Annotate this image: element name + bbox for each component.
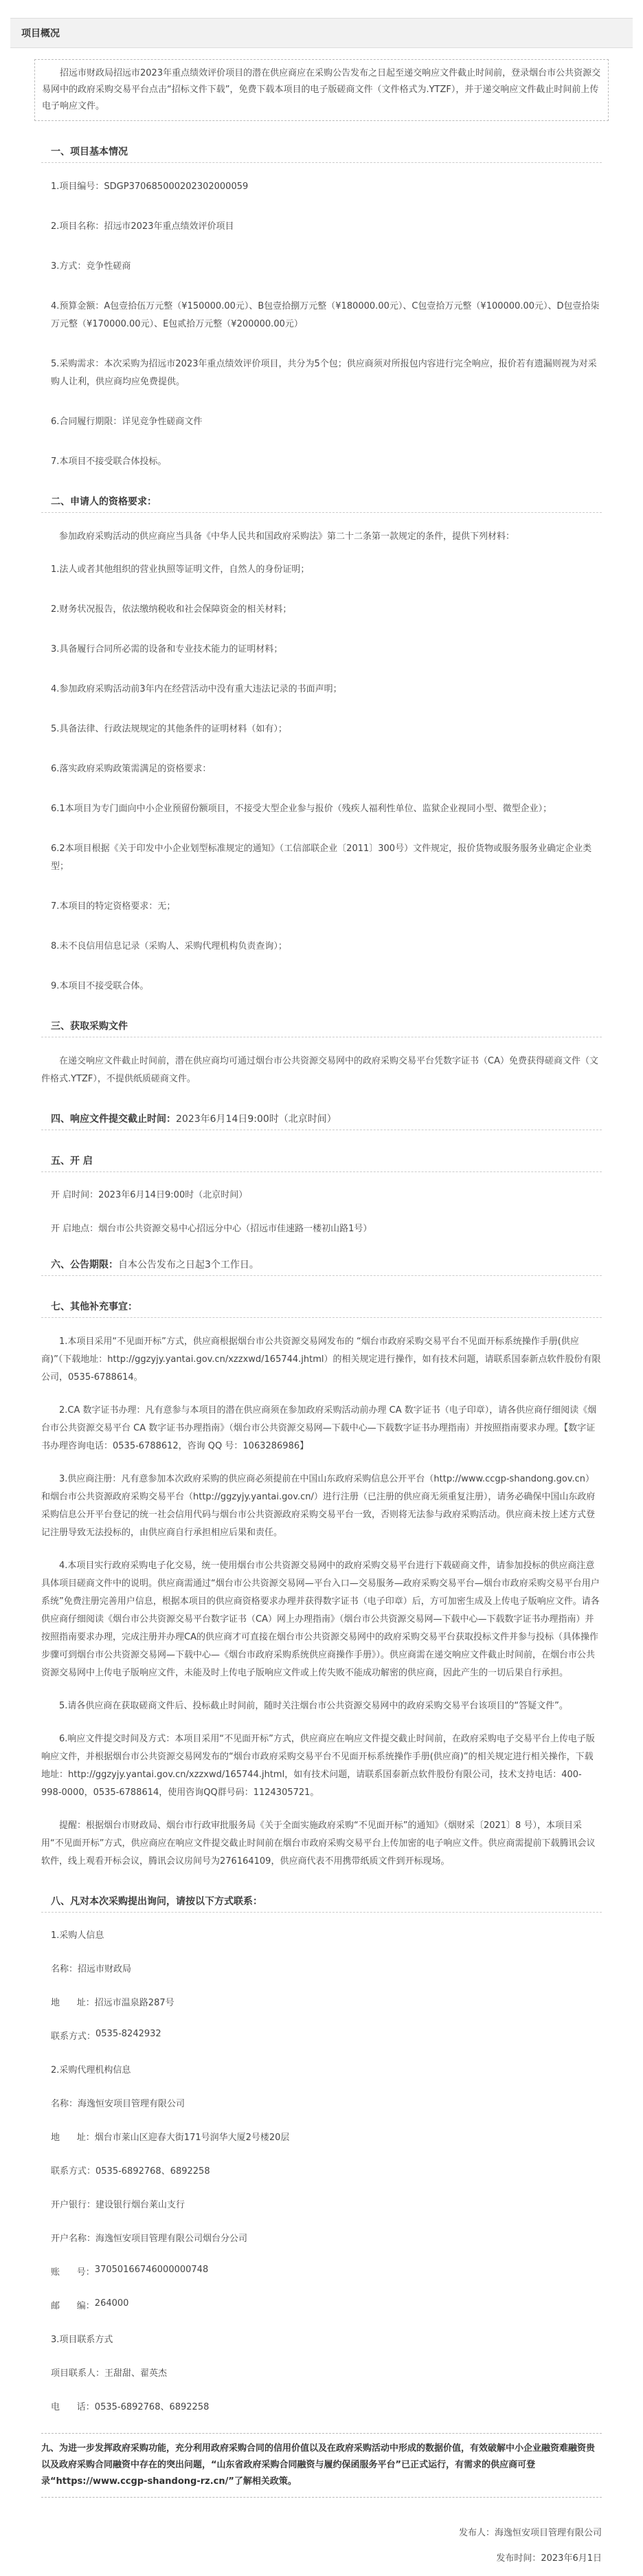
- agent-account-number: 账 号： 37050166746000000748: [51, 2265, 209, 2278]
- project-contact-person: 项目联系人： 王甜甜、翟英杰: [51, 2368, 168, 2379]
- section-divider: [41, 1317, 602, 1318]
- agent-bank: 开户银行： 建设银行烟台莱山支行: [51, 2200, 185, 2210]
- section-divider: [41, 1275, 602, 1276]
- section-title-obtain: 三、获取采购文件: [51, 1021, 128, 1032]
- financing-note: 九、为进一步发挥政府采购功能，充分利用政府采购合同的信用价值以及在政府采购活动中形成的数据价值，有效破解中小企业融资难融资贵以及政府采购合同融资中存在的突出问题，“山东省政府采购合同融资与履约保函服务平台”已正式运行，有需求的供应商可登录“https://www.ccgp-shandong-rz.cn/”了解相关政策。: [41, 2433, 602, 2498]
- section-title-basic: 一、项目基本情况: [51, 146, 128, 157]
- publisher: 发布人：海逸恒安项目管理有限公司: [458, 2528, 602, 2538]
- agent-name: 名称： 海逸恒安项目管理有限公司: [51, 2099, 185, 2109]
- project-contact-title: 3.项目联系方式: [51, 2335, 113, 2345]
- supplement-item: 4.本项目实行政府采购电子化交易，统一使用烟台市公共资源交易网中的政府采购交易平台进行下载磋商文件，请参加投标的供应商注意具体项目磋商文件中的说明。供应商需通过“烟台市公共资源交易网—平台入口—交易服务—政府采购交易平台—烟台市政府采购交易平台用户系统”免费注册完善用户信息，根据本项目的供应商资格要求办理并获得数字证书（电子印章）后，方可加密生成及上传电子版响应文件。请各供应商仔细阅读《烟台市公共资源交易平台数字证书（CA）网上办理指南》（烟台市公共资源交易网—下载中心—下载数字证书办理指南）并按照指南要求办理，完成注册并办理CA的供应商才可直接在烟台市公共资源交易网中的政府采购交易平台获取投标文件并参与投标（具体操作步骤可到烟台市公共资源交易网—下载中心—《烟台市政府采购系统供应商操作手册》）。供应商需在递交响应文件截止时间前，在烟台市公共资源交易网中上传电子版响应文件，未能及时上传电子版响应文件或上传失败不能成功解密的供应商，因此产生的一切后果自行承担。: [41, 1561, 600, 1678]
- opening-place: 开 启地点：烟台市公共资源交易中心招远分中心（招远市佳速路一楼初山路1号）: [51, 1224, 372, 1234]
- main-content: [0, 48, 643, 2564]
- project-number: 1.项目编号：SDGP370685000202302000059: [51, 181, 249, 192]
- section-divider: [41, 162, 602, 163]
- qualification-item: 6.2本项目根据《关于印发中小企业划型标准规定的通知》（工信部联企业〔2011〕300号）文件规定，报价货物或服务服务业确定企业类型；: [51, 844, 592, 872]
- section-title-deadline: 四、响应文件提交截止时间：2023年6月14日9:00时（北京时间）: [51, 1114, 337, 1125]
- notice-period-value: 自本公告发布之日起3个工作日。: [118, 1259, 259, 1270]
- qualification-item: 4.参加政府采购活动前3年内在经营活动中没有重大违法记录的书面声明；: [51, 684, 342, 694]
- section-title-contacts: 八、凡对本次采购提出询问，请按以下方式联系：: [51, 1896, 262, 1907]
- qualification-intro: 参加政府采购活动的供应商应当具备《中华人民共和国政府采购法》第二十二条第一款规定的条件，提供下列材料：: [59, 531, 515, 542]
- procurement-demand: 5.采购需求：本次采购为招远市2023年重点绩效评价项目，共分为5个包；供应商须对所报包内容进行完全响应，报价若有遗漏则视为对采购人让利，供应商均应免费提供。: [51, 359, 597, 387]
- qualification-item: 6.落实政府采购政策需满足的资格要求：: [51, 764, 212, 774]
- qualification-item: 7.本项目的特定资格要求：无；: [51, 901, 176, 912]
- buyer-address: 地 址： 招远市温泉路287号: [51, 1998, 174, 2008]
- tab-bar: [10, 18, 633, 48]
- supplement-item: 6.响应文件提交时间及方式：本项目采用“不见面开标”方式，供应商应在响应文件提交截止时间前，在政府采购电子交易平台上传电子版响应文件，并根据烟台市公共资源交易网发布的“烟台市政府采购交易平台不见面开标系统操作手册(供应商)”的相关规定进行相关操作，下载地址：http://ggzyjy.yantai.gov.cn/xzzxwd/165744.jhtml，如有技术问题，请联系国泰新点软件股份有限公司，技术支持电话：400-998-0000，0535-6788614，使用咨询QQ群号码：1124305721。: [41, 1734, 595, 1798]
- contract-period: 6.合同履行期限：详见竞争性磋商文件: [51, 417, 203, 427]
- supplement-item: 5.请各供应商在获取磋商文件后、投标截止时间前，随时关注烟台市公共资源交易网中的政府采购交易平台该项目的“答疑文件”。: [59, 1701, 568, 1711]
- qualification-item: 6.1本项目为专门面向中小企业预留份额项目，不接受大型企业参与报价（残疾人福利性单位、监狱企业视同小型、微型企业）；: [51, 804, 552, 814]
- qualification-item: 8.未不良信用信息记录（采购人、采购代理机构负责查询）；: [51, 941, 287, 951]
- deadline-value: 2023年6月14日9:00时（北京时间）: [176, 1114, 337, 1125]
- buyer-title: 1.采购人信息: [51, 1930, 104, 1941]
- buyer-phone: 联系方式： 0535-8242932: [51, 2029, 161, 2042]
- buyer-name: 名称： 招远市财政局: [51, 1964, 132, 1974]
- supplement-reminder: 提醒：根据烟台市财政局、烟台市行政审批服务局《关于全面实施政府采购“不见面开标”的通知》（烟财采〔2021〕8 号），本项目采用“不见面开标”方式，供应商应在响应文件提交截止时间前在烟台市政府采购交易平台上传加密的电子响应文件。供应商需提前下载腾讯会议软件，线上观看开标会议，腾讯会议房间号为276164109，供应商代表不用携带纸质文件到开标现场。: [41, 1820, 596, 1867]
- qualification-item: 9.本项目不接受联合体。: [51, 981, 149, 991]
- supplement-item: 3.供应商注册：凡有意参加本次政府采购的供应商必须提前在中国山东政府采购信息公开平台（http://www.ccgp-shandong.gov.cn）和烟台市公共资源政府采购交易平台（http://ggzyjy.yantai.gov.cn/）进行注册（已注册的供应商无须重复注册），请务必确保中国山东政府采购信息公开平台登记的统一社会信用代码与烟台市公共资源政府采购交易平台一致，否则将无法参与政府采购活动。供应商未按上述方式登记注册导致无法投标的，由供应商自行承担相应后果和责任。: [41, 1474, 596, 1538]
- tab-project-overview[interactable]: 项目概况: [21, 28, 60, 39]
- supplement-item: 2.CA 数字证书办理：凡有意参与本项目的潜在供应商须在参加政府采购活动前办理 CA 数字证书（电子印章），请各供应商仔细阅读《烟台市公共资源交易平台 CA 数字证书办理指南》（烟台市公共资源交易网—下载中心—下载数字证书办理指南）并按照指南要求办理。【数字证书办理咨询电话：0535-6788612，咨询 QQ 号：1063286986】: [41, 1405, 597, 1451]
- section-divider: [41, 1171, 602, 1172]
- qualification-item: 2.财务状况报告，依法缴纳税收和社会保障资金的相关材料；: [51, 604, 292, 615]
- obtain-text: 在递交响应文件截止时间前，潜在供应商均可通过烟台市公共资源交易网中的政府采购交易平台凭数字证书（CA）免费获得磋商文件（文件格式.YTZF），不提供纸质磋商文件。: [41, 1056, 598, 1084]
- section-divider: [41, 1912, 602, 1913]
- no-consortium: 7.本项目不接受联合体投标。: [51, 456, 167, 467]
- qualification-item: 1.法人或者其他组织的营业执照等证明文件，自然人的身份证明；: [51, 564, 310, 575]
- opening-time: 开 启时间：2023年6月14日9:00时（北京时间）: [51, 1190, 248, 1200]
- section-title-qualification: 二、申请人的资格要求：: [51, 496, 157, 507]
- qualification-item: 5.具备法律、行政法规规定的其他条件的证明材料（如有）；: [51, 724, 287, 734]
- project-name: 2.项目名称：招远市2023年重点绩效评价项目: [51, 221, 234, 232]
- section-title-opening: 五、开 启: [51, 1156, 93, 1167]
- section-title-supplement: 七、其他补充事宜：: [51, 1301, 137, 1312]
- publish-date: 发布时间：2023年6月1日: [496, 2553, 602, 2564]
- procurement-method: 3.方式：竞争性磋商: [51, 261, 131, 272]
- agent-postcode: 邮 编： 264000: [51, 2298, 129, 2311]
- agent-phone: 联系方式： 0535-6892768、6892258: [51, 2166, 210, 2177]
- supplement-item: 1.本项目采用“不见面开标”方式，供应商根据烟台市公共资源交易网发布的 “烟台市政府采购交易平台不见面开标系统操作手册(供应商)”（下载地址：http://ggzyjy.yantai.gov.cn/xzzxwd/165744.jhtml）的相关规定进行操作，如有技术问题，请联系国泰新点软件股份有限公司，0535-6788614。: [41, 1336, 601, 1383]
- footer: [41, 2525, 602, 2564]
- agent-address: 地 址： 烟台市莱山区迎春大街171号润华大厦2号楼20层: [51, 2133, 290, 2143]
- project-contact-phone: 电 话： 0535-6892768、6892258: [51, 2402, 210, 2412]
- qualification-item: 3.具备履行合同所必需的设备和专业技术能力的证明材料；: [51, 644, 283, 654]
- intro-box: 招远市财政局招远市2023年重点绩效评价项目的潜在供应商应在采购公告发布之日起至递交响应文件截止时间前，登录烟台市公共资源交易网中的政府采购交易平台点击“招标文件下载”，免费下载本项目的电子版磋商文件（文件格式为.YTZF），并于递交响应文件截止时间前上传电子响应文件。: [34, 59, 609, 121]
- agent-account-name: 开户名称： 海逸恒安项目管理有限公司烟台分公司: [51, 2234, 248, 2244]
- budget-amount: 4.预算金额：A包壹拾伍万元整（¥150000.00元）、B包壹拾捌万元整（¥180000.00元）、C包壹拾万元整（¥100000.00元）、D包壹拾柒万元整（¥170000.00元）、E包贰拾万元整（¥200000.00元）: [51, 301, 600, 329]
- section-title-notice-period: 六、公告期限：自本公告发布之日起3个工作日。: [51, 1259, 259, 1270]
- section-divider: [41, 512, 602, 513]
- agent-title: 2.采购代理机构信息: [51, 2065, 131, 2076]
